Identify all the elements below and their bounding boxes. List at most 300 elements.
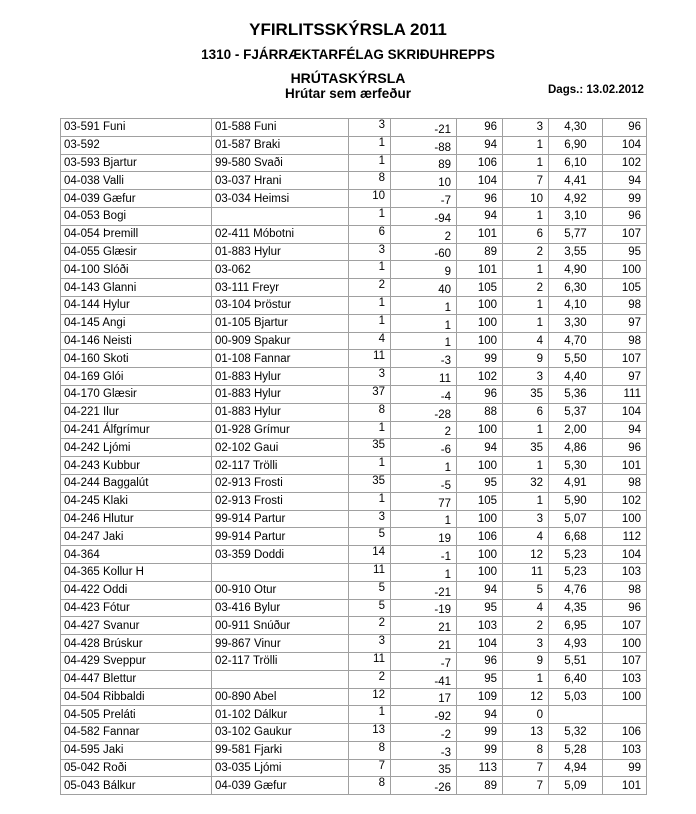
cell-breeding-value: -21: [391, 119, 457, 137]
cell-daughters-with-lambs: 2: [503, 243, 549, 261]
cell-index: 106: [457, 154, 503, 172]
cell-index: 96: [457, 119, 503, 137]
cell-breeding-value: -26: [391, 777, 457, 795]
cell-index: 99: [457, 350, 503, 368]
table-row: [61, 599, 647, 617]
cell-lambs-per-ewe: 5,77: [549, 225, 603, 243]
cell-daughters-with-lambs: 11: [503, 563, 549, 581]
cell-lamb-index: 103: [603, 563, 647, 581]
table-row: [61, 368, 647, 386]
cell-daughters-count: 1: [349, 314, 391, 332]
cell-daughters-with-lambs: 7: [503, 777, 549, 795]
table-row: [61, 207, 647, 225]
cell-sire: 03-104 Þröstur: [212, 296, 349, 314]
cell-lamb-index: 103: [603, 741, 647, 759]
cell-index: 100: [457, 546, 503, 564]
cell-index: 94: [457, 706, 503, 724]
table-row: [61, 154, 647, 172]
cell-breeding-value: -7: [391, 190, 457, 208]
cell-lambs-per-ewe: 5,50: [549, 350, 603, 368]
cell-daughters-count: 5: [349, 528, 391, 546]
cell-sire: 99-914 Partur: [212, 510, 349, 528]
cell-ram-id-name: 04-427 Svanur: [61, 617, 212, 635]
cell-lambs-per-ewe: 5,51: [549, 652, 603, 670]
cell-lamb-index: 97: [603, 368, 647, 386]
cell-breeding-value: -7: [391, 652, 457, 670]
cell-sire: 01-105 Bjartur: [212, 314, 349, 332]
cell-daughters-with-lambs: 12: [503, 546, 549, 564]
table-row: [61, 332, 647, 350]
cell-breeding-value: 19: [391, 528, 457, 546]
cell-ram-id-name: 03-593 Bjartur: [61, 154, 212, 172]
cell-lamb-index: [603, 706, 647, 724]
cell-ram-id-name: 04-365 Kollur H: [61, 563, 212, 581]
cell-daughters-count: 8: [349, 741, 391, 759]
cell-lambs-per-ewe: 3,30: [549, 314, 603, 332]
table-row: [61, 652, 647, 670]
cell-ram-id-name: 04-423 Fótur: [61, 599, 212, 617]
cell-ram-id-name: 04-246 Hlutur: [61, 510, 212, 528]
cell-ram-id-name: 04-244 Baggalút: [61, 474, 212, 492]
cell-sire: 03-035 Ljómi: [212, 759, 349, 777]
cell-sire: 02-913 Frosti: [212, 474, 349, 492]
cell-ram-id-name: 04-039 Gæfur: [61, 190, 212, 208]
cell-daughters-with-lambs: 10: [503, 190, 549, 208]
cell-lamb-index: 107: [603, 652, 647, 670]
report-name: HRÚTASKÝRSLA: [290, 70, 406, 86]
cell-breeding-value: 1: [391, 457, 457, 475]
cell-sire: [212, 207, 349, 225]
cell-daughters-with-lambs: 7: [503, 172, 549, 190]
cell-index: 100: [457, 314, 503, 332]
cell-daughters-count: 3: [349, 368, 391, 386]
cell-daughters-count: 14: [349, 546, 391, 564]
cell-breeding-value: -6: [391, 439, 457, 457]
cell-index: 102: [457, 368, 503, 386]
table-row: [61, 296, 647, 314]
cell-daughters-with-lambs: 1: [503, 136, 549, 154]
table-row: [61, 421, 647, 439]
cell-lamb-index: 94: [603, 421, 647, 439]
cell-daughters-count: 7: [349, 759, 391, 777]
cell-ram-id-name: 04-169 Glói: [61, 368, 212, 386]
cell-ram-id-name: 04-054 Þremill: [61, 225, 212, 243]
cell-lambs-per-ewe: 4,76: [549, 581, 603, 599]
cell-daughters-count: 35: [349, 439, 391, 457]
cell-lambs-per-ewe: 4,30: [549, 119, 603, 137]
cell-sire: 01-588 Funi: [212, 119, 349, 137]
cell-sire: 03-102 Gaukur: [212, 724, 349, 742]
cell-index: 104: [457, 635, 503, 653]
cell-breeding-value: -19: [391, 599, 457, 617]
cell-lambs-per-ewe: 6,95: [549, 617, 603, 635]
cell-lamb-index: 107: [603, 350, 647, 368]
cell-lamb-index: 98: [603, 296, 647, 314]
cell-daughters-count: 11: [349, 563, 391, 581]
cell-breeding-value: -5: [391, 474, 457, 492]
cell-index: 100: [457, 332, 503, 350]
cell-ram-id-name: 04-429 Sveppur: [61, 652, 212, 670]
cell-lamb-index: 96: [603, 119, 647, 137]
cell-lamb-index: 99: [603, 759, 647, 777]
cell-daughters-with-lambs: 3: [503, 119, 549, 137]
cell-lamb-index: 104: [603, 546, 647, 564]
cell-breeding-value: -21: [391, 581, 457, 599]
cell-sire: 02-117 Trölli: [212, 457, 349, 475]
cell-daughters-with-lambs: 1: [503, 261, 549, 279]
cell-lamb-index: 104: [603, 136, 647, 154]
cell-breeding-value: 21: [391, 635, 457, 653]
cell-lambs-per-ewe: 4,91: [549, 474, 603, 492]
table-row: [61, 403, 647, 421]
cell-breeding-value: -60: [391, 243, 457, 261]
cell-daughters-count: 3: [349, 243, 391, 261]
cell-daughters-with-lambs: 1: [503, 670, 549, 688]
cell-ram-id-name: 04-100 Slóði: [61, 261, 212, 279]
cell-lamb-index: 103: [603, 670, 647, 688]
cell-daughters-count: 2: [349, 670, 391, 688]
table-row: [61, 581, 647, 599]
cell-lambs-per-ewe: 4,93: [549, 635, 603, 653]
cell-breeding-value: 1: [391, 563, 457, 581]
cell-breeding-value: 2: [391, 225, 457, 243]
table-row: [61, 385, 647, 403]
cell-ram-id-name: 04-243 Kubbur: [61, 457, 212, 475]
cell-sire: 00-911 Snúður: [212, 617, 349, 635]
cell-breeding-value: 1: [391, 314, 457, 332]
table-row: [61, 314, 647, 332]
cell-ram-id-name: 04-247 Jaki: [61, 528, 212, 546]
cell-lamb-index: 100: [603, 688, 647, 706]
report-date: Dags.: 13.02.2012: [548, 84, 644, 96]
cell-sire: 01-883 Hylur: [212, 243, 349, 261]
cell-lambs-per-ewe: 5,37: [549, 403, 603, 421]
cell-sire: 99-914 Partur: [212, 528, 349, 546]
cell-daughters-count: 1: [349, 154, 391, 172]
cell-lamb-index: 104: [603, 403, 647, 421]
organization-name: 1310 - FJÁRRÆKTARFÉLAG SKRIÐUHREPPS: [201, 47, 495, 62]
cell-ram-id-name: 04-595 Jaki: [61, 741, 212, 759]
cell-lamb-index: 100: [603, 261, 647, 279]
cell-breeding-value: -2: [391, 724, 457, 742]
cell-lambs-per-ewe: 5,36: [549, 385, 603, 403]
cell-lamb-index: 100: [603, 635, 647, 653]
report-title: YFIRLITSSKÝRSLA 2011: [249, 20, 447, 39]
cell-index: 95: [457, 599, 503, 617]
cell-ram-id-name: 04-245 Klaki: [61, 492, 212, 510]
table-row: [61, 492, 647, 510]
cell-sire: 99-580 Svaði: [212, 154, 349, 172]
cell-ram-id-name: 04-144 Hylur: [61, 296, 212, 314]
cell-ram-id-name: 03-591 Funi: [61, 119, 212, 137]
cell-daughters-count: 8: [349, 403, 391, 421]
cell-lamb-index: 98: [603, 581, 647, 599]
table-row: [61, 688, 647, 706]
cell-daughters-count: 11: [349, 652, 391, 670]
cell-lambs-per-ewe: 5,03: [549, 688, 603, 706]
cell-sire: 02-117 Trölli: [212, 652, 349, 670]
cell-sire: 02-102 Gaui: [212, 439, 349, 457]
cell-breeding-value: -28: [391, 403, 457, 421]
cell-index: 89: [457, 777, 503, 795]
cell-index: 94: [457, 439, 503, 457]
cell-daughters-with-lambs: 3: [503, 510, 549, 528]
cell-lamb-index: 112: [603, 528, 647, 546]
cell-lambs-per-ewe: 4,40: [549, 368, 603, 386]
cell-index: 94: [457, 207, 503, 225]
cell-lambs-per-ewe: 5,23: [549, 563, 603, 581]
cell-index: 106: [457, 528, 503, 546]
cell-index: 104: [457, 172, 503, 190]
cell-index: 103: [457, 617, 503, 635]
cell-lambs-per-ewe: 4,94: [549, 759, 603, 777]
table-row: [61, 350, 647, 368]
cell-breeding-value: 10: [391, 172, 457, 190]
cell-ram-id-name: 04-504 Ribbaldi: [61, 688, 212, 706]
cell-lamb-index: 105: [603, 279, 647, 297]
cell-lambs-per-ewe: 5,90: [549, 492, 603, 510]
ram-table: [60, 118, 647, 795]
cell-breeding-value: 9: [391, 261, 457, 279]
cell-lambs-per-ewe: [549, 706, 603, 724]
table-row: [61, 706, 647, 724]
cell-ram-id-name: 04-242 Ljómi: [61, 439, 212, 457]
cell-ram-id-name: 04-038 Valli: [61, 172, 212, 190]
table-row: [61, 225, 647, 243]
cell-lambs-per-ewe: 5,23: [549, 546, 603, 564]
cell-breeding-value: -88: [391, 136, 457, 154]
cell-lambs-per-ewe: 6,30: [549, 279, 603, 297]
cell-lambs-per-ewe: 4,41: [549, 172, 603, 190]
cell-breeding-value: -41: [391, 670, 457, 688]
cell-index: 94: [457, 581, 503, 599]
cell-daughters-with-lambs: 1: [503, 421, 549, 439]
cell-sire: [212, 670, 349, 688]
cell-daughters-with-lambs: 4: [503, 528, 549, 546]
cell-sire: 00-890 Abel: [212, 688, 349, 706]
cell-breeding-value: -1: [391, 546, 457, 564]
table-row: [61, 439, 647, 457]
cell-ram-id-name: 04-053 Bogi: [61, 207, 212, 225]
table-row: [61, 136, 647, 154]
cell-sire: 01-587 Braki: [212, 136, 349, 154]
cell-daughters-with-lambs: 2: [503, 617, 549, 635]
report-subtitle: Hrútar sem ærfeður: [284, 86, 412, 101]
cell-ram-id-name: 04-170 Glæsir: [61, 385, 212, 403]
cell-sire: 01-883 Hylur: [212, 385, 349, 403]
cell-lambs-per-ewe: 5,28: [549, 741, 603, 759]
cell-ram-id-name: 03-592: [61, 136, 212, 154]
cell-daughters-count: 3: [349, 635, 391, 653]
cell-sire: 01-883 Hylur: [212, 403, 349, 421]
cell-daughters-with-lambs: 2: [503, 279, 549, 297]
cell-index: 100: [457, 296, 503, 314]
cell-lamb-index: 107: [603, 225, 647, 243]
cell-lambs-per-ewe: 6,10: [549, 154, 603, 172]
cell-daughters-count: 1: [349, 296, 391, 314]
cell-daughters-count: 1: [349, 207, 391, 225]
cell-lambs-per-ewe: 4,70: [549, 332, 603, 350]
cell-lambs-per-ewe: 2,00: [549, 421, 603, 439]
cell-index: 100: [457, 563, 503, 581]
cell-lambs-per-ewe: 6,90: [549, 136, 603, 154]
cell-sire: 03-416 Bylur: [212, 599, 349, 617]
cell-daughters-with-lambs: 3: [503, 368, 549, 386]
cell-sire: 99-867 Vinur: [212, 635, 349, 653]
table-row: [61, 635, 647, 653]
cell-breeding-value: -4: [391, 385, 457, 403]
cell-daughters-count: 2: [349, 279, 391, 297]
cell-sire: 99-581 Fjarki: [212, 741, 349, 759]
cell-daughters-with-lambs: 6: [503, 403, 549, 421]
cell-index: 100: [457, 457, 503, 475]
table-row: [61, 741, 647, 759]
cell-daughters-count: 2: [349, 617, 391, 635]
cell-lambs-per-ewe: 4,92: [549, 190, 603, 208]
cell-daughters-with-lambs: 35: [503, 385, 549, 403]
cell-daughters-count: 1: [349, 421, 391, 439]
cell-lamb-index: 99: [603, 190, 647, 208]
table-row: [61, 546, 647, 564]
cell-daughters-count: 3: [349, 119, 391, 137]
cell-lambs-per-ewe: 6,68: [549, 528, 603, 546]
cell-ram-id-name: 04-221 Ilur: [61, 403, 212, 421]
cell-index: 100: [457, 510, 503, 528]
cell-lambs-per-ewe: 5,30: [549, 457, 603, 475]
cell-index: 101: [457, 225, 503, 243]
cell-daughters-with-lambs: 35: [503, 439, 549, 457]
cell-sire: 04-039 Gæfur: [212, 777, 349, 795]
cell-daughters-with-lambs: 4: [503, 332, 549, 350]
cell-breeding-value: -94: [391, 207, 457, 225]
cell-lambs-per-ewe: 4,90: [549, 261, 603, 279]
cell-breeding-value: 89: [391, 154, 457, 172]
cell-daughters-count: 8: [349, 777, 391, 795]
cell-daughters-count: 12: [349, 688, 391, 706]
cell-lambs-per-ewe: 5,07: [549, 510, 603, 528]
cell-sire: 03-359 Doddi: [212, 546, 349, 564]
cell-lamb-index: 96: [603, 207, 647, 225]
table-row: [61, 759, 647, 777]
cell-lamb-index: 106: [603, 724, 647, 742]
cell-ram-id-name: 04-505 Preláti: [61, 706, 212, 724]
cell-daughters-count: 1: [349, 706, 391, 724]
cell-lamb-index: 100: [603, 510, 647, 528]
table-row: [61, 670, 647, 688]
cell-lamb-index: 96: [603, 599, 647, 617]
cell-ram-id-name: 04-146 Neisti: [61, 332, 212, 350]
cell-ram-id-name: 04-145 Angi: [61, 314, 212, 332]
cell-lamb-index: 107: [603, 617, 647, 635]
cell-breeding-value: 1: [391, 510, 457, 528]
cell-daughters-count: 3: [349, 510, 391, 528]
table-row: [61, 617, 647, 635]
cell-daughters-count: 1: [349, 492, 391, 510]
cell-index: 95: [457, 670, 503, 688]
cell-breeding-value: 2: [391, 421, 457, 439]
table-row: [61, 119, 647, 137]
cell-sire: 02-913 Frosti: [212, 492, 349, 510]
cell-breeding-value: 1: [391, 296, 457, 314]
cell-breeding-value: 77: [391, 492, 457, 510]
cell-lamb-index: 98: [603, 332, 647, 350]
cell-lambs-per-ewe: 4,35: [549, 599, 603, 617]
cell-daughters-count: 35: [349, 474, 391, 492]
cell-daughters-with-lambs: 12: [503, 688, 549, 706]
cell-ram-id-name: 04-160 Skoti: [61, 350, 212, 368]
cell-index: 95: [457, 474, 503, 492]
cell-daughters-with-lambs: 1: [503, 314, 549, 332]
cell-daughters-with-lambs: 5: [503, 581, 549, 599]
cell-breeding-value: 11: [391, 368, 457, 386]
cell-index: 99: [457, 724, 503, 742]
table-row: [61, 528, 647, 546]
cell-lambs-per-ewe: 4,86: [549, 439, 603, 457]
cell-daughters-with-lambs: 4: [503, 599, 549, 617]
cell-sire: 02-411 Móbotni: [212, 225, 349, 243]
cell-breeding-value: -3: [391, 350, 457, 368]
cell-sire: [212, 563, 349, 581]
cell-lamb-index: 94: [603, 172, 647, 190]
cell-daughters-count: 1: [349, 261, 391, 279]
cell-daughters-count: 1: [349, 136, 391, 154]
cell-index: 96: [457, 190, 503, 208]
cell-lamb-index: 96: [603, 439, 647, 457]
cell-ram-id-name: 04-364: [61, 546, 212, 564]
cell-daughters-with-lambs: 32: [503, 474, 549, 492]
cell-lamb-index: 95: [603, 243, 647, 261]
cell-breeding-value: 21: [391, 617, 457, 635]
cell-daughters-with-lambs: 1: [503, 492, 549, 510]
cell-ram-id-name: 04-447 Blettur: [61, 670, 212, 688]
table-row: [61, 510, 647, 528]
cell-index: 96: [457, 652, 503, 670]
cell-lambs-per-ewe: 5,32: [549, 724, 603, 742]
cell-lamb-index: 101: [603, 457, 647, 475]
table-row: [61, 243, 647, 261]
cell-ram-id-name: 04-055 Glæsir: [61, 243, 212, 261]
cell-ram-id-name: 05-043 Bálkur: [61, 777, 212, 795]
cell-lambs-per-ewe: 4,10: [549, 296, 603, 314]
cell-sire: 03-034 Heimsi: [212, 190, 349, 208]
cell-ram-id-name: 04-422 Oddi: [61, 581, 212, 599]
table-row: [61, 172, 647, 190]
cell-sire: 01-928 Grímur: [212, 421, 349, 439]
cell-daughters-with-lambs: 0: [503, 706, 549, 724]
cell-daughters-with-lambs: 9: [503, 350, 549, 368]
cell-daughters-count: 37: [349, 385, 391, 403]
cell-daughters-count: 13: [349, 724, 391, 742]
cell-index: 105: [457, 492, 503, 510]
cell-lambs-per-ewe: 5,09: [549, 777, 603, 795]
cell-lambs-per-ewe: 6,40: [549, 670, 603, 688]
cell-lamb-index: 97: [603, 314, 647, 332]
cell-breeding-value: 35: [391, 759, 457, 777]
cell-index: 88: [457, 403, 503, 421]
cell-index: 94: [457, 136, 503, 154]
cell-lambs-per-ewe: 3,55: [549, 243, 603, 261]
table-row: [61, 777, 647, 795]
table-row: [61, 563, 647, 581]
cell-ram-id-name: 04-428 Brúskur: [61, 635, 212, 653]
cell-lamb-index: 101: [603, 777, 647, 795]
cell-daughters-with-lambs: 1: [503, 207, 549, 225]
cell-breeding-value: -92: [391, 706, 457, 724]
table-row: [61, 261, 647, 279]
cell-breeding-value: 17: [391, 688, 457, 706]
cell-breeding-value: -3: [391, 741, 457, 759]
table-row: [61, 190, 647, 208]
